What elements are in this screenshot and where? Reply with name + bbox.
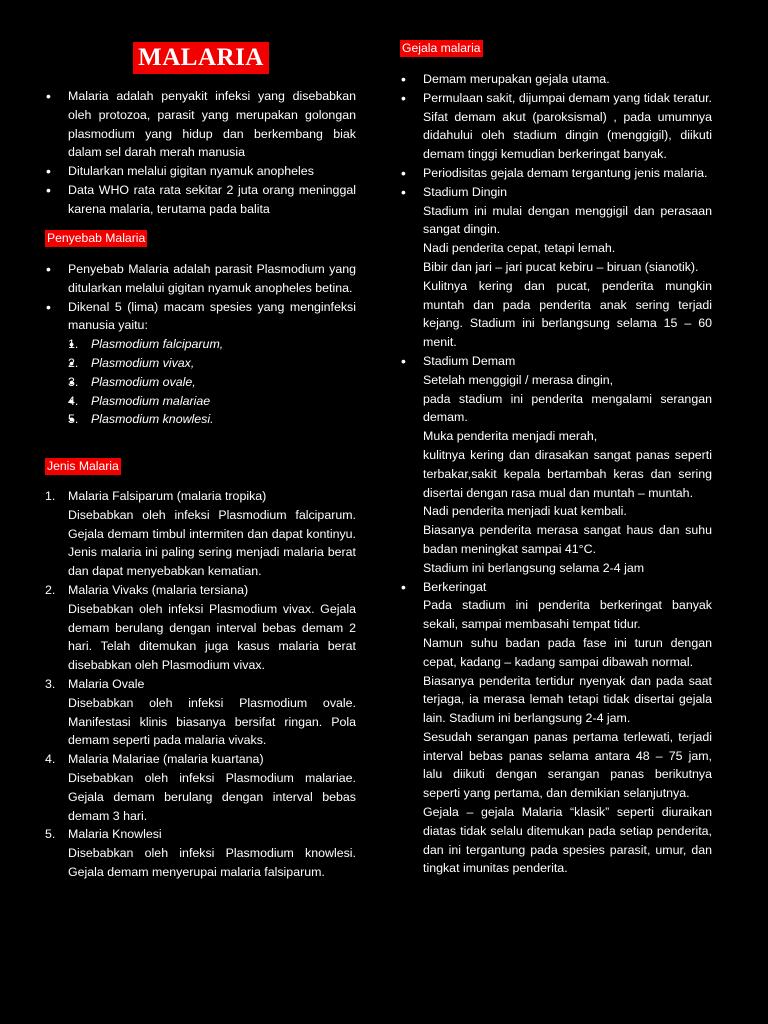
jenis-desc: Disebabkan oleh infeksi Plasmodium ovale. Manifestasi klinis biasanya bersifat ringan. Pola demam seperti pada malaria vivaks. — [68, 695, 356, 748]
intro-list — [45, 87, 356, 219]
stadium-text: Stadium ini mulai dengan menggigil dan perasaan sangat dingin. — [423, 203, 712, 237]
gejala-list — [400, 70, 712, 878]
stadium-text: kulitnya kering dan dirasakan sangat panas seperti terbakar,sakit kepala bertambah keras dan sering disertai dengan rasa mual dan muntah – muntah. — [423, 447, 712, 500]
penyebab-list — [45, 260, 356, 429]
stadium-text: Pada stadium ini penderita berkeringat banyak sekali, sampai membasahi tempat tidur. — [423, 598, 712, 632]
species-number: • 4. — [68, 393, 79, 408]
jenis-item — [45, 675, 356, 750]
stadium-title: • Berkeringat — [423, 579, 487, 594]
jenis-title: Malaria Ovale — [68, 676, 145, 691]
jenis-number: 4. — [45, 752, 56, 767]
jenis-item — [45, 825, 356, 881]
list-item: • Data WHO rata rata sekitar 2 juta orang meninggal karena malaria, terutama pada balita — [45, 181, 356, 219]
stadium-text: Nadi penderita cepat, tetapi lemah. — [423, 241, 616, 256]
list-item: • Permulaan sakit, dijumpai demam yang tidak teratur. Sifat demam akut (paroksismal) , pada umumnya didahului oleh stadium dingin (menggigil), diikuti demam tinggi kemudian berkeringat banyak. — [400, 89, 712, 164]
jenis-title: Malaria Malariae (malaria kuartana) — [68, 752, 264, 767]
penyebab-heading: Penyebab Malaria — [47, 231, 146, 245]
list-item: • Periodisitas gejala demam tergantung jenis malaria. — [400, 164, 712, 183]
jenis-number: 2. — [45, 582, 56, 597]
stadium-text: pada stadium ini penderita mengalami serangan demam. — [423, 391, 712, 425]
stadium-demam — [400, 352, 712, 578]
jenis-desc: Disebabkan oleh infeksi Plasmodium malariae. Gejala demam berulang dengan interval bebas demam 3 hari. — [68, 770, 356, 823]
stadium-text: Bibir dan jari – jari pucat kebiru – biruan (sianotik). — [423, 259, 699, 274]
jenis-item — [45, 750, 356, 825]
stadium-title: • Stadium Demam — [423, 353, 516, 368]
stadium-text: Nadi penderita menjadi kuat kembali. — [423, 504, 627, 519]
species-item — [68, 392, 356, 411]
jenis-item — [45, 581, 356, 675]
jenis-title: Malaria Falsiparum (malaria tropika) — [68, 489, 267, 503]
jenis-number: 5. — [45, 827, 56, 842]
species-item — [68, 335, 356, 354]
species-item — [68, 354, 356, 373]
species-list — [68, 335, 356, 429]
stadium-berkeringat — [400, 578, 712, 879]
species-name: Plasmodium vivax, — [91, 355, 195, 370]
jenis-title: Malaria Knowlesi — [68, 827, 162, 842]
stadium-title: • Stadium Dingin — [423, 184, 508, 199]
gejala-heading: Gejala malaria — [402, 41, 481, 55]
list-item: • Penyebab Malaria adalah parasit Plasmodium yang ditularkan melalui gigitan nyamuk anopheles betina. — [45, 260, 356, 298]
jenis-number: 3. — [45, 676, 56, 691]
species-number: • 1. — [68, 337, 79, 352]
list-item-text: • Dikenal 5 (lima) macam spesies yang menginfeksi manusia yaitu: — [68, 299, 356, 333]
stadium-text: Stadium ini berlangsung selama 2-4 jam — [423, 560, 645, 575]
list-item: • Demam merupakan gejala utama. — [400, 70, 712, 89]
species-item — [68, 373, 356, 392]
stadium-text: Biasanya penderita tertidur nyenyak dan pada saat terjaga, ia merasa lemah tetapi tidak disertai gejala lain. Stadium ini berlangsung 2-4 jam. — [423, 673, 712, 726]
list-item: • Malaria adalah penyakit infeksi yang disebabkan oleh protozoa, parasit yang merupakan golongan plasmodium yang hidup dan berkembang biak dalam sel darah merah manusia — [45, 87, 356, 162]
species-number: • 3. — [68, 374, 79, 389]
list-item: • Ditularkan melalui gigitan nyamuk anopheles — [45, 162, 356, 181]
jenis-heading: Jenis Malaria — [47, 459, 119, 473]
jenis-desc: Disebabkan oleh infeksi Plasmodium falciparum. Gejala demam timbul intermiten dan dapat kontinyu. Jenis malaria ini paling sering menjadi malaria berat dan dapat menyebabkan kematian. — [68, 507, 356, 579]
jenis-item — [45, 487, 356, 581]
list-item — [45, 298, 356, 430]
stadium-text: Kulitnya kering dan pucat, penderita mungkin muntah dan pada penderita anak sering terjadi kejang. Stadium ini berlangsung selama 15 – 60 menit. — [423, 278, 712, 350]
species-name: Plasmodium malariae — [91, 393, 211, 408]
species-item — [68, 410, 356, 429]
jenis-title: Malaria Vivaks (malaria tersiana) — [68, 582, 249, 597]
stadium-text: Gejala – gejala Malaria “klasik” seperti diuraikan diatas tidak selalu ditemukan pada setiap penderita, dan ini tergantung pada spesies parasit, umur, dan tingkat imunitas penderita. — [423, 805, 712, 876]
page-title: MALARIA — [133, 42, 269, 74]
stadium-text: Biasanya penderita merasa sangat haus dan suhu badan meningkat sampai 41°C. — [423, 523, 712, 556]
stadium-text: Muka penderita menjadi merah, — [423, 429, 598, 444]
species-number: • 2. — [68, 355, 79, 370]
jenis-desc: Disebabkan oleh infeksi Plasmodium knowlesi. Gejala demam menyerupai malaria falsiparum. — [68, 846, 356, 879]
jenis-list — [45, 487, 356, 882]
jenis-number: 1. — [45, 489, 56, 503]
species-number: • 5. — [68, 412, 79, 427]
species-name: Plasmodium ovale, — [91, 374, 196, 389]
stadium-dingin — [400, 183, 712, 352]
stadium-text: Namun suhu badan pada fase ini turun dengan cepat, kadang – kadang sampai dibawah normal. — [423, 635, 712, 669]
stadium-text: Sesudah serangan panas pertama terlewati, terjadi interval bebas panas selama antara 48 – 75 jam, lalu diikuti dengan serangan panas berikutnya seperti yang pertama, dan demikian selanjutnya. — [423, 729, 712, 801]
species-name: Plasmodium falciparum, — [91, 337, 224, 352]
jenis-desc: Disebabkan oleh infeksi Plasmodium vivax. Gejala demam berulang dengan interval bebas demam 2 hari. Telah ditemukan juga kasus malaria berat disebabkan oleh Plasmodium vivax. — [68, 601, 356, 673]
stadium-text: Setelah menggigil / merasa dingin, — [423, 372, 614, 387]
species-name: Plasmodium knowlesi. — [91, 412, 214, 427]
